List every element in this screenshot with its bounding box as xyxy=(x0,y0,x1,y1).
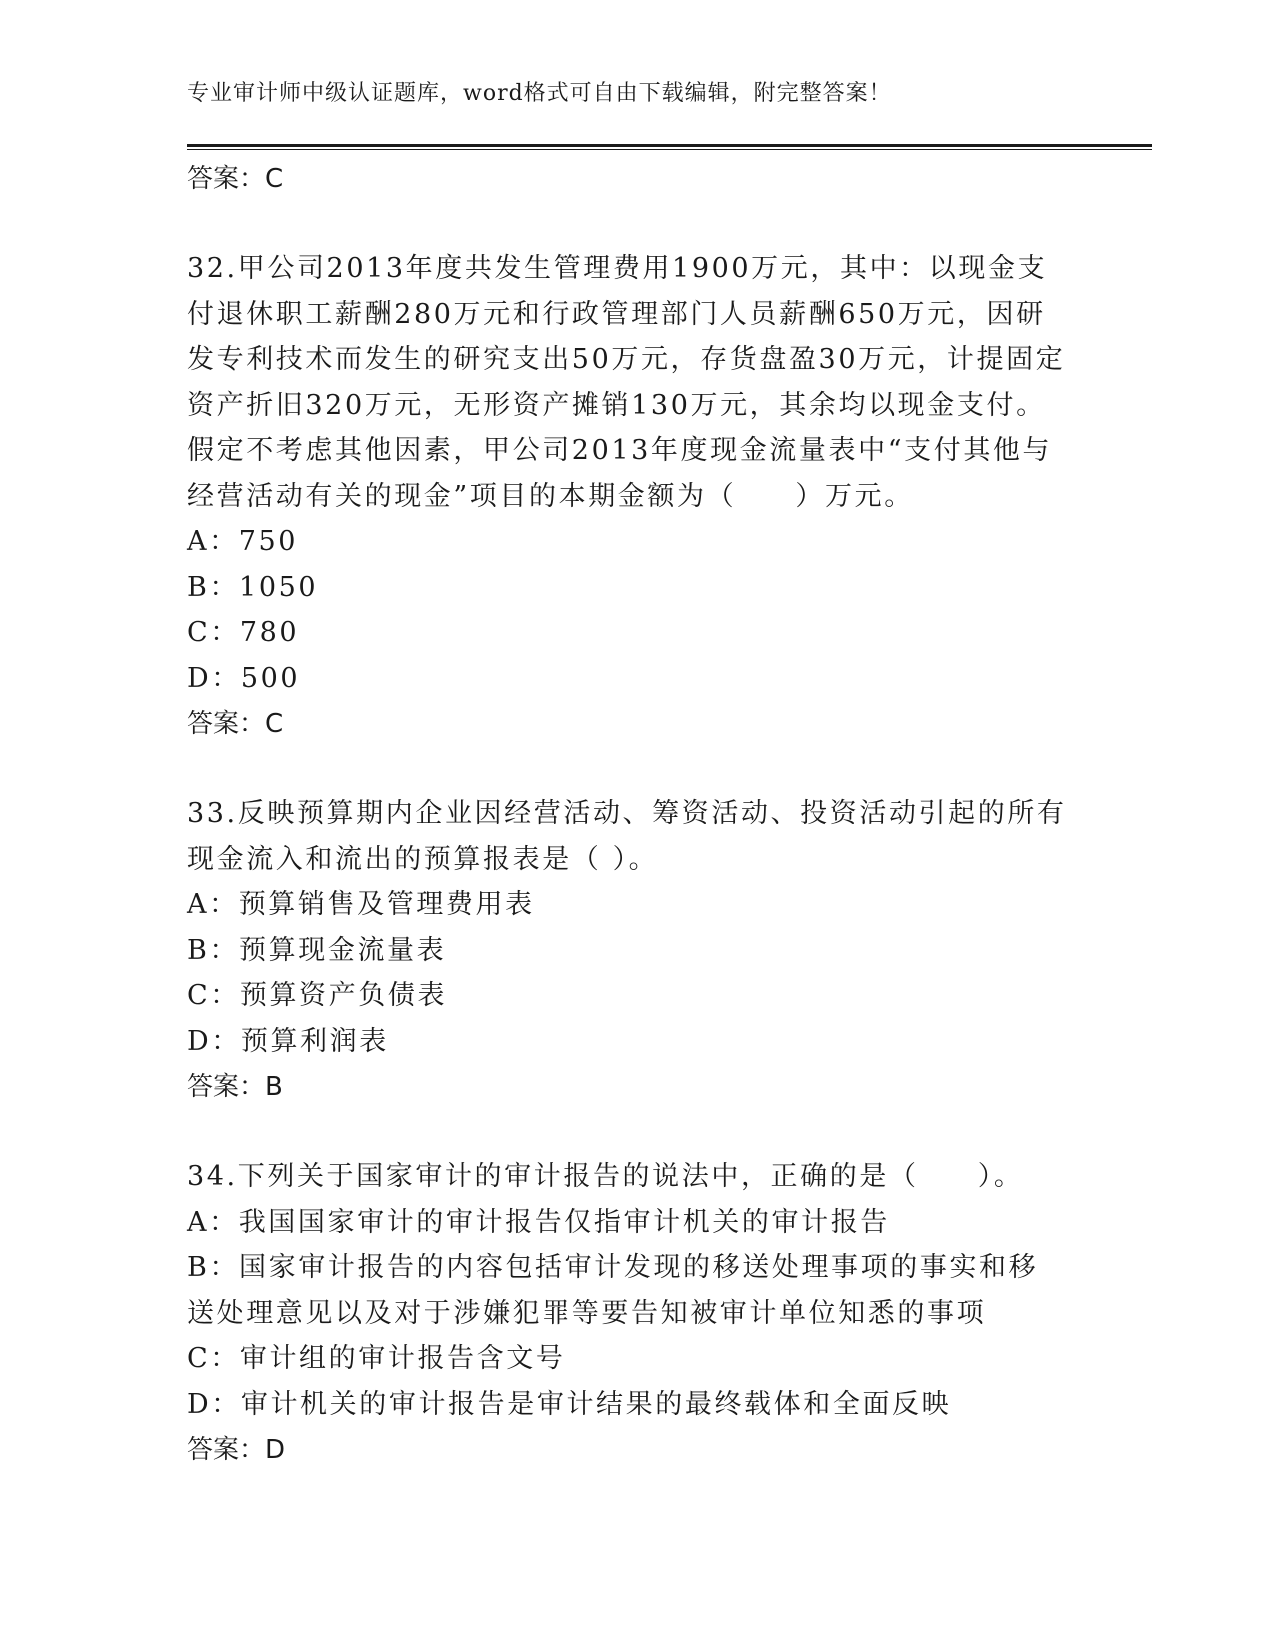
header-divider-thin xyxy=(187,149,1152,150)
option-c: C：预算资产负债表 xyxy=(187,980,448,1011)
option-d: D：审计机关的审计报告是审计结果的最终载体和全面反映 xyxy=(187,1388,952,1420)
page-header: 专业审计师中级认证题库，word格式可自由下载编辑，附完整答案！ xyxy=(187,81,892,106)
option-d: D：预算利润表 xyxy=(187,1025,389,1057)
answer-label: 答案：D xyxy=(187,1435,286,1465)
question-stem: 33.反映预算期内企业因经营活动、筹资活动、投资活动引起的所有现金流入和流出的预算报表是（ ）。 xyxy=(187,798,1067,875)
option-a: A：预算销售及管理费用表 xyxy=(187,889,535,920)
question-stem: 32.甲公司2013年度共发生管理费用1900万元，其中：以现金支付退休职工薪酬280万元和行政管理部门人员薪酬650万元，因研发专利技术而发生的研究支出50万元，存货盘盈30万元，计提固定资产折旧320万元，无形资产摊销130万元，其余均以现金支付。假定不考虑其他因素，甲公司2013年度现金流量表中“支付其他与经营活动有关的现金”项目的本期金额为（ ）万元。 xyxy=(187,253,1066,512)
answer-label: 答案：C xyxy=(187,709,284,739)
header-divider-thick xyxy=(187,144,1152,147)
question-list xyxy=(187,156,1067,1473)
option-c: C：审计组的审计报告含文号 xyxy=(187,1343,566,1374)
question-34 xyxy=(187,1154,1067,1473)
option-b: B：国家审计报告的内容包括审计发现的移送处理事项的事实和移送处理意见以及对于涉嫌犯罪等要告知被审计单位知悉的事项 xyxy=(187,1252,1039,1329)
option-a: A：我国国家审计的审计报告仅指审计机关的审计报告 xyxy=(187,1206,890,1238)
option-b: B：1050 xyxy=(187,571,319,603)
question-stem: 34.下列关于国家审计的审计报告的说法中，正确的是（ ）。 xyxy=(187,1161,1024,1192)
answer-label: 答案：B xyxy=(187,1072,283,1102)
answer-label: 答案：C xyxy=(187,164,284,194)
question-33 xyxy=(187,791,1067,1110)
option-b: B：预算现金流量表 xyxy=(187,934,447,966)
option-d: D：500 xyxy=(187,662,301,694)
option-c: C：780 xyxy=(187,617,300,648)
option-a: A：750 xyxy=(187,526,299,557)
question-32 xyxy=(187,246,1067,747)
